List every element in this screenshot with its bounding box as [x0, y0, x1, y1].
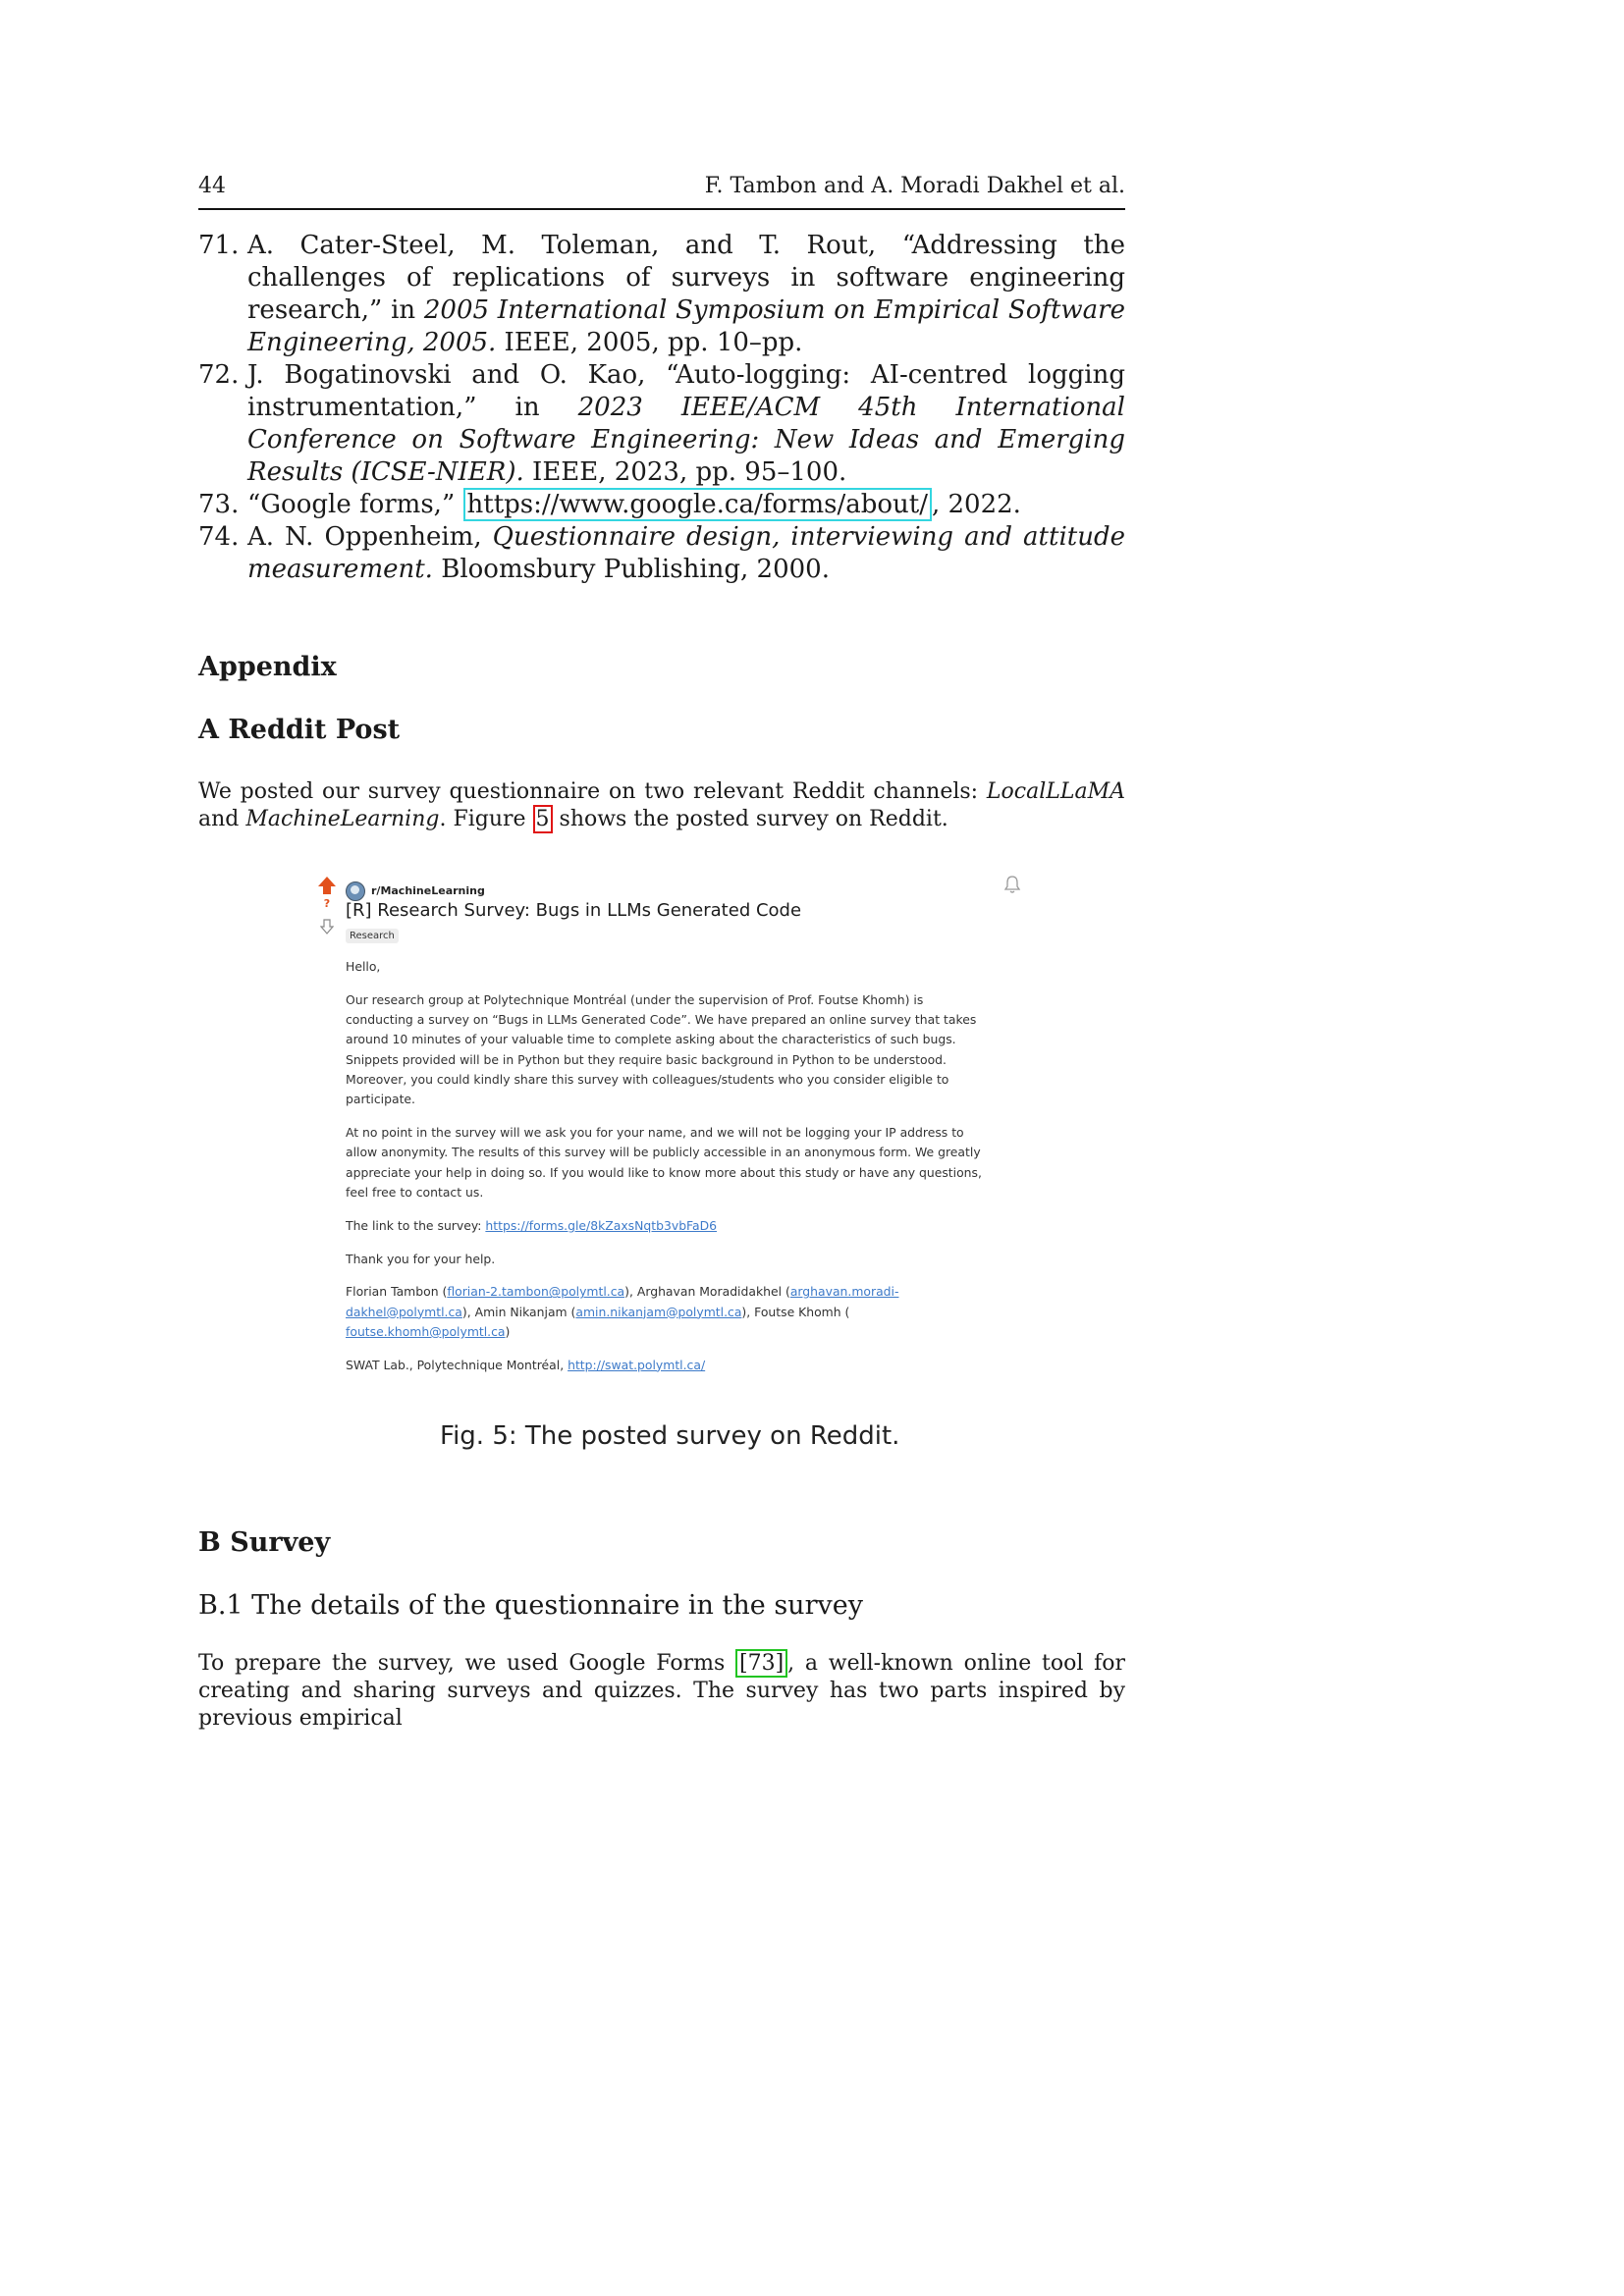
reference-list [198, 230, 1125, 586]
post-lab [346, 1356, 994, 1375]
email-link[interactable]: florian-2.tambon@polymtl.ca [447, 1284, 625, 1300]
email-link[interactable]: foutse.khomh@polymtl.ca [346, 1323, 506, 1339]
lab-link[interactable]: http://swat.polymtl.ca/ [568, 1357, 706, 1372]
figure-caption: Fig. 5: The posted survey on Reddit. [440, 1421, 900, 1451]
post-text: ), Amin Nikanjam ( [461, 1304, 576, 1319]
channel-name: MachineLearning [245, 807, 440, 831]
survey-link[interactable]: https://forms.gle/8kZaxsNqtb3vbFaD6 [485, 1217, 718, 1233]
survey-paragraph [198, 1650, 1125, 1733]
vote-column [314, 875, 340, 943]
page-number: 44 [198, 174, 226, 198]
reference-url-link[interactable]: https://www.google.ca/forms/about/ [463, 488, 932, 521]
reference-number: 72. [198, 360, 240, 390]
post-text: ) [505, 1323, 511, 1339]
survey-section-heading: B Survey [198, 1527, 331, 1558]
reference-text: “Google forms,” [247, 490, 463, 519]
reference-text: IEEE, 2005, pp. 10–pp. [496, 328, 803, 357]
channel-name: LocalLLaMA [986, 779, 1125, 804]
bell-icon[interactable] [1003, 875, 1021, 894]
paragraph-text: and [198, 807, 246, 831]
reference-item [198, 489, 1125, 521]
subreddit-name[interactable]: r/MachineLearning [371, 884, 485, 897]
paragraph-text: shows the posted survey on Reddit. [552, 807, 948, 831]
post-paragraph: At no point in the survey will we ask you for your name, and we will not be logging your IP address to allow anonymity. The results of this survey will be publicly accessible in an anonymous form. We greatly appreciate your help in doing so. If you would like to know more about this study or have any questions, feel free to contact us. [346, 1125, 982, 1200]
post-link-line [346, 1216, 994, 1236]
post-flair[interactable]: Research [346, 929, 399, 943]
reference-number: 74. [198, 522, 240, 552]
reddit-post-figure [314, 875, 1021, 1451]
reddit-section-heading: A Reddit Post [198, 715, 401, 745]
reddit-paragraph [198, 778, 1125, 833]
reference-text: J. Bogatinovski and O. Kao, “Auto-logging: AI-centred logging instrumentation,” in [247, 360, 1125, 422]
reference-item [198, 230, 1125, 359]
citation-link[interactable]: [73] [735, 1649, 787, 1678]
reference-venue: 2023 IEEE/ACM 45th International Conference on Software Engineering: New Ideas and Emerging Results (ICSE-NIER). [247, 393, 1125, 487]
paper-page [198, 173, 1125, 1733]
post-text: The link to the survey: [346, 1217, 486, 1233]
running-header [198, 173, 1125, 210]
post-authors [346, 1282, 994, 1342]
vote-count: ? [323, 897, 331, 910]
email-link[interactable]: amin.nikanjam@polymtl.ca [575, 1304, 742, 1319]
post-text: ), Arghavan Moradidakhel ( [624, 1284, 790, 1300]
reference-text: Bloomsbury Publishing, 2000. [432, 555, 830, 584]
reference-text: A. N. Oppenheim, [247, 522, 493, 552]
paragraph-text: To prepare the survey, we used Google Forms [198, 1651, 735, 1676]
paragraph-text: . Figure [439, 807, 533, 831]
post-text: Florian Tambon ( [346, 1284, 448, 1300]
reference-number: 73. [198, 490, 240, 519]
reference-item [198, 521, 1125, 586]
post-thanks: Thank you for your help. [346, 1251, 496, 1266]
figure-ref-link[interactable]: 5 [533, 805, 553, 833]
email-link[interactable]: arghavan.moradi-dakhel@polymtl.ca [346, 1284, 899, 1319]
reference-venue: Questionnaire design, interviewing and attitude measurement. [247, 522, 1125, 584]
paragraph-text: We posted our survey questionnaire on two relevant Reddit channels: [198, 779, 987, 804]
reference-venue: 2005 International Symposium on Empirical Software Engineering, 2005. [247, 295, 1125, 357]
post-paragraph: Our research group at Polytechnique Montréal (under the supervision of Prof. Foutse Khomh) is conducting a survey on “Bugs in LLMs Generated Code”. We have prepared an online survey that takes around 10 minutes of your valuable time to complete asking about the characteristics of such bugs. Snippets provided will be in Python but they require basic background in Python to be understood. Moreover, you could kindly share this survey with colleagues/students who you consider eligible to participate. [346, 991, 977, 1107]
reference-text: , 2022. [931, 490, 1021, 519]
subreddit-avatar[interactable] [346, 881, 365, 901]
running-authors: F. Tambon and A. Moradi Dakhel et al. [704, 174, 1125, 198]
survey-subsection-heading: B.1 The details of the questionnaire in the survey [198, 1590, 863, 1621]
post-text: ), Foutse Khomh ( [741, 1304, 850, 1319]
reference-item [198, 359, 1125, 489]
post-body [346, 957, 994, 1389]
reference-number: 71. [198, 231, 240, 260]
paragraph-text: , a well-known online tool for creating and sharing surveys and quizzes. The survey has two parts inspired by previous empirical [198, 1651, 1126, 1731]
reference-text: A. Cater-Steel, M. Toleman, and T. Rout, “Addressing the challenges of replications of surveys in software engineering research,” in [247, 231, 1125, 325]
upvote-icon[interactable] [314, 877, 340, 894]
post-title[interactable]: [R] Research Survey: Bugs in LLMs Generated Code [346, 900, 802, 921]
downvote-icon[interactable] [320, 919, 334, 934]
appendix-heading: Appendix [198, 652, 337, 682]
reference-text: IEEE, 2023, pp. 95–100. [523, 457, 847, 487]
post-text: SWAT Lab., Polytechnique Montréal, [346, 1357, 568, 1372]
post-greeting: Hello, [346, 959, 381, 974]
